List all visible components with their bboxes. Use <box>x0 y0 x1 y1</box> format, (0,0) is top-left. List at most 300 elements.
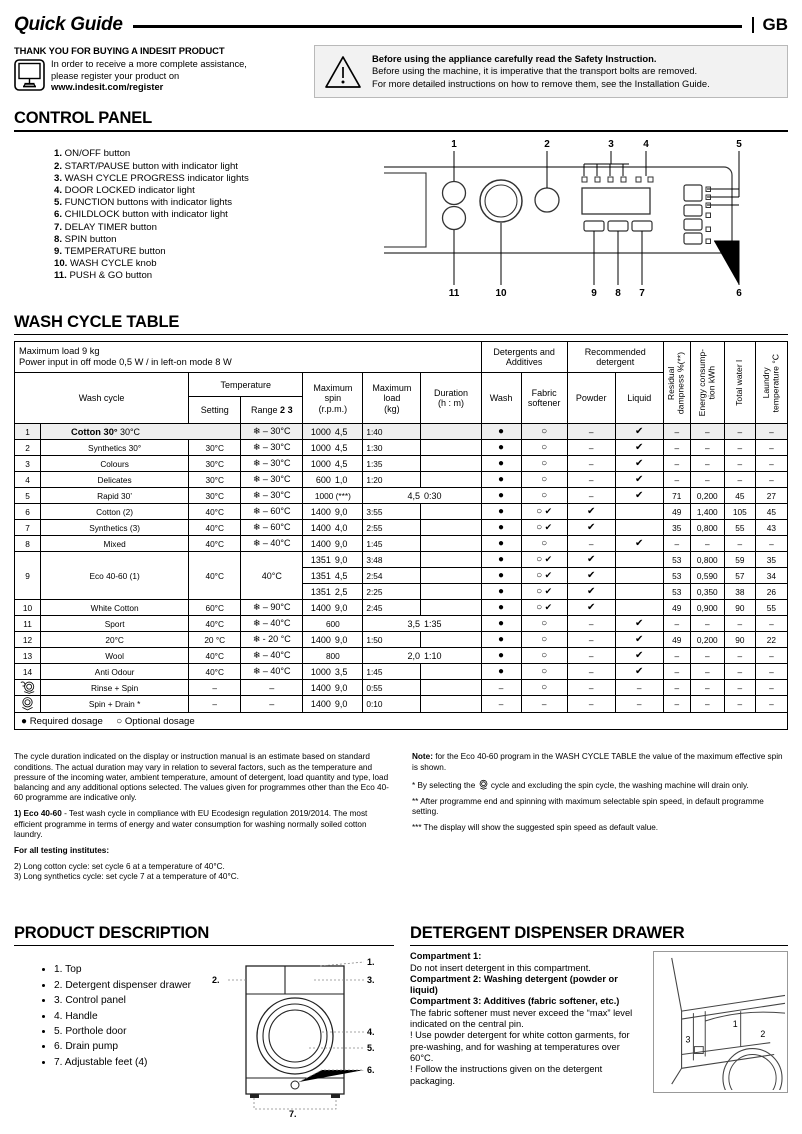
range-header: Range 2 3 <box>241 397 303 424</box>
liquid-detergent: ✔ <box>615 648 663 664</box>
energy-consumption: 0,200 <box>690 632 724 648</box>
range-temperature: ❄ – 30°C <box>241 424 303 440</box>
fabric-softener-header: Fabric softener <box>521 373 567 424</box>
footnote-institutes-title: For all testing institutes: <box>14 846 110 856</box>
max-spin: 600 <box>303 616 363 632</box>
max-spin: 1400 9,0 <box>303 680 363 696</box>
energy-consumption: – <box>690 696 724 713</box>
energy-consumption: 0,590 <box>690 568 724 584</box>
control-panel-item-label: START/PAUSE button with indicator light <box>62 160 238 172</box>
max-spin: 1000 (***) <box>303 488 363 504</box>
thank-you-block <box>14 45 300 94</box>
max-spin: 1000 4,5 <box>303 440 363 456</box>
cycle-name: Mixed <box>41 536 189 552</box>
total-water: 59 <box>724 552 755 568</box>
duration <box>421 456 481 472</box>
compartment-3-text: The fabric softener must never exceed the “max” level indicated on the central pin. <box>410 1007 633 1030</box>
range-temperature: – <box>241 680 303 696</box>
max-spin: 1400 9,0 <box>303 536 363 552</box>
energy-consumption: – <box>690 424 724 440</box>
laundry-temperature: – <box>755 696 787 713</box>
range-temperature: – <box>241 696 303 713</box>
powder-detergent: – <box>567 696 615 713</box>
cycle-number <box>15 696 41 713</box>
footnote-note <box>412 752 788 772</box>
total-water: – <box>724 696 755 713</box>
compartment-2-label: Compartment 2: Washing detergent (powder or liquid) <box>410 973 618 996</box>
residual-dampness: – <box>663 440 690 456</box>
control-panel-item-number: 8. <box>54 233 63 245</box>
dispenser-heading: DETERGENT DISPENSER DRAWER <box>410 923 685 942</box>
setting-temperature: – <box>189 680 241 696</box>
powder-detergent: ✔ <box>567 552 615 568</box>
liquid-detergent: ✔ <box>615 616 663 632</box>
powder-detergent: – <box>567 456 615 472</box>
duration <box>421 472 481 488</box>
cycle-name: Colours <box>41 456 189 472</box>
max-spin: 1351 4,5 <box>303 568 363 584</box>
product-description-heading: PRODUCT DESCRIPTION <box>14 923 210 942</box>
laundry-temperature: – <box>755 440 787 456</box>
laundry-temperature: 26 <box>755 584 787 600</box>
load-and-duration: 3,5 1:35 <box>363 616 481 632</box>
product-part-7: • 7. Adjustable feet (4) <box>54 1055 204 1070</box>
cycle-name: Eco 40-60 (1) <box>41 552 189 600</box>
duration <box>421 440 481 456</box>
optional-dosage-icon: ○ <box>116 715 123 727</box>
cycle-number: 3 <box>15 456 41 472</box>
control-panel-item-label: PUSH & GO button <box>66 270 153 282</box>
wash-dosage: – <box>481 680 521 696</box>
control-panel-item-6 <box>54 209 384 221</box>
cycle-name: Spin + Drain * <box>41 696 189 713</box>
table-row <box>15 472 788 488</box>
laundry-temperature: – <box>755 536 787 552</box>
wash-dosage: ● <box>481 632 521 648</box>
footnote-star2: ** After programme end and spinning with maximum selectable spin speed, in default programme setting. <box>412 797 764 817</box>
fabric-softener-dosage: – <box>521 696 567 713</box>
control-panel-item-8 <box>54 234 384 246</box>
dispenser-tip-1: ! Use powder detergent for white cotton garments, for pre-washing, and for washing at temperatures over 60°C. <box>410 1030 630 1063</box>
setting-temperature: 40°C <box>189 536 241 552</box>
cycle-number: 4 <box>15 472 41 488</box>
control-panel-item-10 <box>54 258 384 270</box>
required-dosage-label: Required dosage <box>29 715 103 727</box>
fabric-softener-dosage: ○ <box>521 488 567 504</box>
range-temperature: ❄ – 30°C <box>241 456 303 472</box>
max-spin: 1000 4,5 <box>303 424 363 440</box>
powder-detergent: – <box>567 648 615 664</box>
svg-text:2: 2 <box>544 138 550 150</box>
control-panel-item-number: 2. <box>54 160 63 172</box>
powder-detergent: – <box>567 680 615 696</box>
control-panel-item-label: WASH CYCLE PROGRESS indicator lights <box>62 172 249 184</box>
dispenser-drawer-figure <box>653 951 788 1093</box>
svg-text:3.: 3. <box>367 975 375 986</box>
footnotes-left <box>14 752 390 888</box>
setting-temperature: 40°C <box>189 664 241 680</box>
table-row <box>15 456 788 472</box>
wash-cycle-header: Wash cycle <box>15 373 189 424</box>
wash-dosage: ● <box>481 424 521 440</box>
control-panel-item-4 <box>54 185 384 197</box>
svg-text:4: 4 <box>643 138 649 150</box>
control-panel-item-number: 10. <box>54 258 68 270</box>
control-panel-diagram <box>384 135 788 299</box>
svg-text:1: 1 <box>451 138 457 150</box>
footnote-note-text: for the Eco 40-60 program in the WASH CYCLE TABLE the value of the maximum effective spin is shown. <box>412 752 783 772</box>
cycle-number: 5 <box>15 488 41 504</box>
cycle-number: 8 <box>15 536 41 552</box>
footnote-note-label: Note: <box>412 752 433 762</box>
footnote-star1-a: * By selecting the <box>412 780 478 790</box>
wash-dosage: ● <box>481 456 521 472</box>
total-water: 57 <box>724 568 755 584</box>
laundry-temperature: – <box>755 424 787 440</box>
wash-dosage: ● <box>481 584 521 600</box>
control-panel-item-number: 1. <box>54 148 63 160</box>
cycle-number: 11 <box>15 616 41 632</box>
control-panel-item-label: WASH CYCLE knob <box>67 258 157 270</box>
register-url[interactable]: www.indesit.com/register <box>51 82 164 93</box>
setting-temperature: 40°C <box>189 552 241 600</box>
cycle-number: 14 <box>15 664 41 680</box>
energy-consumption-header: Energy consump- tion kWh <box>690 342 724 424</box>
duration <box>421 584 481 600</box>
control-panel-item-number: 5. <box>54 197 63 209</box>
liquid-detergent: ✔ <box>615 424 663 440</box>
residual-dampness: – <box>663 680 690 696</box>
range-temperature: ❄ – 30°C <box>241 472 303 488</box>
max-load: 3:55 <box>363 504 421 520</box>
setting-temperature: 30°C <box>189 456 241 472</box>
spin-drain-icon <box>478 779 489 790</box>
wash-cycle-table-heading: WASH CYCLE TABLE <box>14 312 180 331</box>
svg-text:6.: 6. <box>367 1065 375 1076</box>
control-panel-item-7 <box>54 222 384 234</box>
control-panel-legend <box>14 148 384 285</box>
max-load: 1:20 <box>363 472 421 488</box>
residual-dampness: – <box>663 536 690 552</box>
svg-text:2.: 2. <box>212 975 220 986</box>
wash-dosage: ● <box>481 616 521 632</box>
wash-cycle-table <box>14 341 788 713</box>
svg-text:4.: 4. <box>367 1027 375 1038</box>
header-divider <box>133 25 742 28</box>
laundry-temperature: 43 <box>755 520 787 536</box>
total-water: – <box>724 472 755 488</box>
cycle-name: White Cotton <box>41 600 189 616</box>
max-load: 1:30 <box>363 440 421 456</box>
total-water: – <box>724 424 755 440</box>
total-water: 55 <box>724 520 755 536</box>
setting-temperature: 20 °C <box>189 632 241 648</box>
residual-dampness: 35 <box>663 520 690 536</box>
fabric-softener-dosage: ○ ✔ <box>521 584 567 600</box>
range-temperature: ❄ – 60°C <box>241 504 303 520</box>
svg-text:9: 9 <box>591 287 597 299</box>
liquid-detergent: – <box>615 696 663 713</box>
fabric-softener-dosage: ○ <box>521 648 567 664</box>
setting-temperature: 40°C <box>189 616 241 632</box>
product-part-4: • 4. Handle <box>54 1009 204 1024</box>
svg-text:8: 8 <box>615 287 621 299</box>
powder-header: Powder <box>567 373 615 424</box>
product-description-list <box>14 962 204 1107</box>
energy-consumption: – <box>690 680 724 696</box>
table-row <box>15 536 788 552</box>
table-row <box>15 520 788 536</box>
max-load: 3:48 <box>363 552 421 568</box>
setting-temperature: 40°C <box>189 648 241 664</box>
compartment-1-label: Compartment 1: <box>410 951 482 962</box>
total-water: 45 <box>724 488 755 504</box>
control-panel-item-number: 11. <box>54 270 67 282</box>
svg-text:1: 1 <box>732 1019 738 1030</box>
setting-temperature: 30°C <box>189 472 241 488</box>
liquid-detergent <box>615 520 663 536</box>
duration <box>421 696 481 713</box>
residual-dampness: – <box>663 472 690 488</box>
setting-temperature: 40°C <box>189 520 241 536</box>
control-panel-item-number: 3. <box>54 172 63 184</box>
residual-dampness: – <box>663 664 690 680</box>
residual-dampness: 49 <box>663 504 690 520</box>
wash-dosage: ● <box>481 552 521 568</box>
cycle-number: 2 <box>15 440 41 456</box>
liquid-detergent: ✔ <box>615 488 663 504</box>
control-panel-item-label: ON/OFF button <box>62 148 131 160</box>
footnote-eco-label: 1) Eco 40-60 <box>14 809 62 819</box>
svg-text:3: 3 <box>608 138 614 150</box>
max-load-header: Maximum load (kg) <box>363 373 421 424</box>
load-and-duration: 2,0 1:10 <box>363 648 481 664</box>
range-temperature: ❄ - 20 °C <box>241 632 303 648</box>
control-panel-item-label: TEMPERATURE button <box>62 246 166 258</box>
max-spin: 1351 9,0 <box>303 552 363 568</box>
footnote-star3: *** The display will show the suggested spin speed as default value. <box>412 823 659 833</box>
svg-text:5: 5 <box>736 138 742 150</box>
table-row <box>15 632 788 648</box>
product-part-2: • 2. Detergent dispenser drawer <box>54 978 204 993</box>
fabric-softener-dosage: ○ <box>521 536 567 552</box>
residual-dampness: – <box>663 456 690 472</box>
product-part-3: • 3. Control panel <box>54 993 204 1008</box>
energy-consumption: – <box>690 648 724 664</box>
liquid-detergent <box>615 584 663 600</box>
control-panel-item-label: DOOR LOCKED indicator light <box>62 185 195 197</box>
safety-warning-box <box>314 45 788 98</box>
page-header <box>14 0 788 36</box>
powder-detergent: – <box>567 424 615 440</box>
cycle-number: 1 <box>15 424 41 440</box>
fabric-softener-dosage: ○ ✔ <box>521 504 567 520</box>
register-line-1: In order to receive a more complete assistance, <box>51 59 247 69</box>
powder-detergent: – <box>567 472 615 488</box>
range-temperature: ❄ – 30°C <box>241 440 303 456</box>
residual-dampness: 53 <box>663 568 690 584</box>
table-row <box>15 664 788 680</box>
laundry-temperature: – <box>755 680 787 696</box>
energy-consumption: 0,800 <box>690 552 724 568</box>
max-load: 1:45 <box>363 536 421 552</box>
energy-consumption: 0,200 <box>690 488 724 504</box>
residual-dampness: 49 <box>663 600 690 616</box>
energy-consumption: 0,350 <box>690 584 724 600</box>
cycle-name: Synthetics 30° <box>41 440 189 456</box>
table-row <box>15 616 788 632</box>
cycle-name: Sport <box>41 616 189 632</box>
laundry-temperature: – <box>755 616 787 632</box>
residual-dampness: 53 <box>663 552 690 568</box>
cycle-name: Cotton 30° 30°C <box>41 424 241 440</box>
cycle-name: Wool <box>41 648 189 664</box>
table-row <box>15 648 788 664</box>
residual-dampness: – <box>663 616 690 632</box>
max-load: 1:40 <box>363 424 421 440</box>
wash-dosage: ● <box>481 648 521 664</box>
energy-consumption: – <box>690 472 724 488</box>
residual-dampness-header: Residual dampness %(**) <box>663 342 690 424</box>
fabric-softener-dosage: ○ <box>521 632 567 648</box>
range-temperature: ❄ – 40°C <box>241 616 303 632</box>
wash-dosage: ● <box>481 504 521 520</box>
product-part-1: • 1. Top <box>54 962 204 977</box>
laundry-temperature: 45 <box>755 504 787 520</box>
laundry-temperature: – <box>755 664 787 680</box>
language-code: GB <box>752 17 789 33</box>
max-spin: 1400 9,0 <box>303 600 363 616</box>
liquid-detergent: ✔ <box>615 456 663 472</box>
fabric-softener-dosage: ○ ✔ <box>521 552 567 568</box>
max-spin: 1351 2,5 <box>303 584 363 600</box>
total-water: – <box>724 440 755 456</box>
powder-detergent: – <box>567 632 615 648</box>
control-panel-item-number: 4. <box>54 185 63 197</box>
footnote-2: 2) Long cotton cycle: set cycle 6 at a temperature of 40°C. <box>14 862 225 872</box>
footnote-eco <box>14 809 390 840</box>
range-temperature: ❄ – 30°C <box>241 488 303 504</box>
max-spin: 800 <box>303 648 363 664</box>
table-row <box>15 488 788 504</box>
product-description-section <box>14 913 394 1118</box>
wash-header: Wash <box>481 373 521 424</box>
liquid-detergent: ✔ <box>615 472 663 488</box>
laundry-temperature: 35 <box>755 552 787 568</box>
setting-temperature: 30°C <box>189 440 241 456</box>
table-row <box>15 696 788 713</box>
residual-dampness: – <box>663 424 690 440</box>
fabric-softener-dosage: ○ <box>521 680 567 696</box>
powder-detergent: ✔ <box>567 568 615 584</box>
load-and-duration: 4,5 0:30 <box>363 488 481 504</box>
duration <box>421 600 481 616</box>
laundry-temperature: – <box>755 472 787 488</box>
liquid-detergent <box>615 552 663 568</box>
range-temperature: ❄ – 60°C <box>241 520 303 536</box>
cycle-number <box>15 680 41 696</box>
liquid-detergent <box>615 600 663 616</box>
footnotes-right <box>412 752 788 888</box>
max-spin: 1000 3,5 <box>303 664 363 680</box>
dispenser-rule <box>410 945 788 947</box>
laundry-temperature: 34 <box>755 568 787 584</box>
control-panel-item-3 <box>54 173 384 185</box>
max-spin: 1400 9,0 <box>303 504 363 520</box>
liquid-detergent: – <box>615 680 663 696</box>
max-load: 1:35 <box>363 456 421 472</box>
fabric-softener-dosage: ○ <box>521 440 567 456</box>
max-load-note: Maximum load 9 kg Power input in off mode 0,5 W / in left-on mode 8 W <box>15 342 482 373</box>
cycle-number: 9 <box>15 552 41 600</box>
control-panel-item-label: CHILDLOCK button with indicator light <box>62 209 228 221</box>
laundry-temperature: 27 <box>755 488 787 504</box>
duration <box>421 520 481 536</box>
powder-detergent: ✔ <box>567 600 615 616</box>
control-panel-item-5 <box>54 197 384 209</box>
setting-temperature: 30°C <box>189 488 241 504</box>
control-panel-item-9 <box>54 246 384 258</box>
control-panel-item-number: 6. <box>54 209 63 221</box>
table-row <box>15 680 788 696</box>
max-load: 2:45 <box>363 600 421 616</box>
control-panel-item-number: 7. <box>54 221 63 233</box>
cycle-name: Rapid 30’ <box>41 488 189 504</box>
residual-dampness: – <box>663 648 690 664</box>
cycle-name: 20°C <box>41 632 189 648</box>
wash-dosage: ● <box>481 520 521 536</box>
duration <box>421 568 481 584</box>
setting-header: Setting <box>189 397 241 424</box>
powder-detergent: – <box>567 664 615 680</box>
control-panel-rule <box>14 130 788 132</box>
compartment-3-label: Compartment 3: Additives (fabric softener, etc.) <box>410 996 620 1007</box>
recommended-header: Recommended detergent <box>567 342 663 373</box>
energy-consumption: – <box>690 440 724 456</box>
register-line-2: please register your product on <box>51 70 180 81</box>
cycle-number: 6 <box>15 504 41 520</box>
powder-detergent: – <box>567 536 615 552</box>
setting-temperature: – <box>189 696 241 713</box>
duration <box>421 632 481 648</box>
energy-consumption: 1,400 <box>690 504 724 520</box>
total-water: – <box>724 680 755 696</box>
liquid-detergent <box>615 568 663 584</box>
residual-dampness: 49 <box>663 632 690 648</box>
cycle-name: Cotton (2) <box>41 504 189 520</box>
residual-dampness: 71 <box>663 488 690 504</box>
range-temperature: ❄ – 90°C <box>241 600 303 616</box>
control-panel-item-1 <box>54 148 384 160</box>
wash-dosage: – <box>481 696 521 713</box>
control-panel-item-label: SPIN button <box>62 233 117 245</box>
fabric-softener-dosage: ○ ✔ <box>521 568 567 584</box>
wash-dosage: ● <box>481 568 521 584</box>
max-load: 2:54 <box>363 568 421 584</box>
fabric-softener-dosage: ○ <box>521 472 567 488</box>
liquid-detergent: ✔ <box>615 664 663 680</box>
table-row <box>15 440 788 456</box>
warning-triangle-icon <box>324 55 362 89</box>
duration-header: Duration (h : m) <box>421 373 481 424</box>
residual-dampness: – <box>663 696 690 713</box>
warning-line-3: For more detailed instructions on how to remove them, see the Installation Guide. <box>372 77 710 89</box>
duration <box>421 536 481 552</box>
footnote-eco-text: - Test wash cycle in compliance with EU Ecodesign regulation 2019/2014. The most efficient programme in terms of energy and water consumption for washing normally soiled cotton laundry. <box>14 809 368 839</box>
total-water: 90 <box>724 632 755 648</box>
compartment-1-text: Do not insert detergent in this compartment. <box>410 962 591 973</box>
warning-headline: Before using the appliance carefully read the Safety Instruction. <box>372 53 657 64</box>
